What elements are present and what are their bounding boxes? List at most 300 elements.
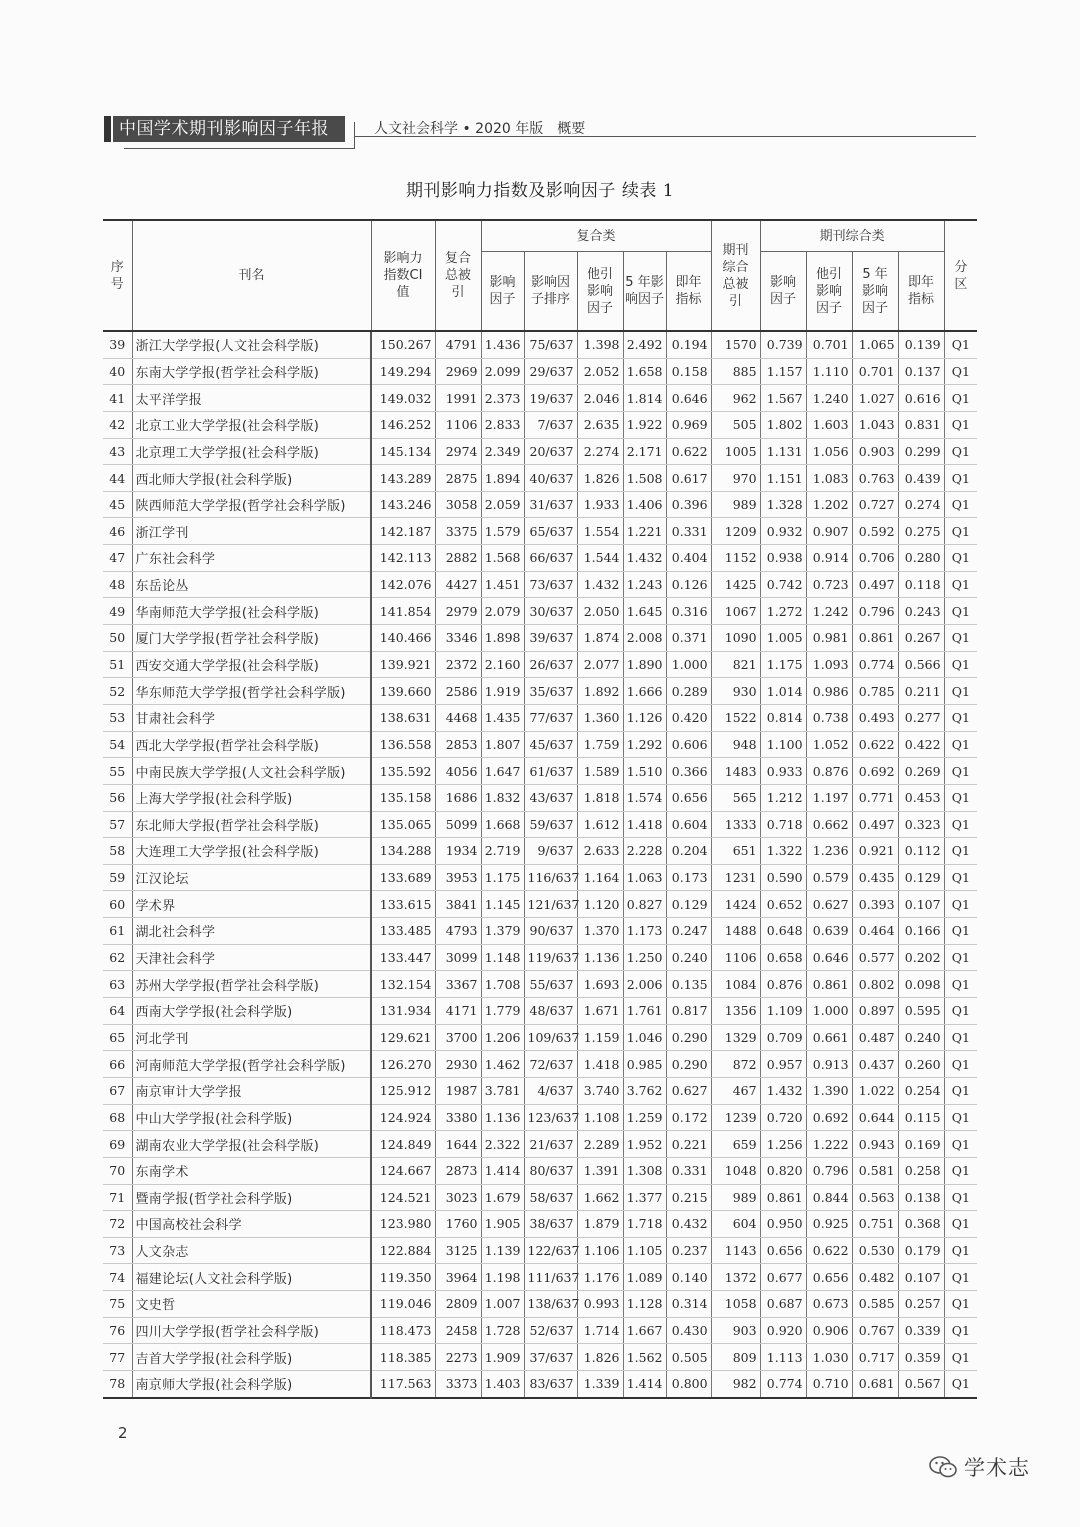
j-other-if-cell: 0.925	[806, 1211, 852, 1238]
if-rank-cell: 48/637	[524, 998, 577, 1025]
zone-cell: Q1	[944, 1291, 977, 1318]
j-impact-factor-cell: 0.652	[760, 891, 806, 918]
immediacy-cell: 0.627	[666, 1077, 711, 1104]
if-rank-cell: 35/637	[524, 678, 577, 705]
if5-cell: 2.008	[623, 625, 666, 652]
j-impact-factor-cell: 0.876	[760, 971, 806, 998]
other-if-cell: 1.589	[577, 758, 623, 785]
impact-factor-cell: 1.894	[481, 465, 524, 492]
ci-value-cell: 133.447	[371, 944, 435, 971]
journal-name-cell: 文史哲	[132, 1291, 371, 1318]
total-cites-cell: 3373	[435, 1370, 481, 1397]
if5-cell: 1.377	[623, 1184, 666, 1211]
journal-name-cell: 东南大学学报(哲学社会科学版)	[132, 358, 371, 385]
journal-total-cites-cell: 1239	[711, 1104, 760, 1131]
j-if5-cell: 0.802	[852, 971, 898, 998]
zone-cell: Q1	[944, 491, 977, 518]
immediacy-cell: 0.331	[666, 518, 711, 545]
zone-cell: Q1	[944, 1264, 977, 1291]
if-rank-cell: 72/637	[524, 1051, 577, 1078]
journal-total-cites-cell: 1372	[711, 1264, 760, 1291]
immediacy-cell: 0.366	[666, 758, 711, 785]
journal-name-cell: 大连理工大学学报(社会科学版)	[132, 838, 371, 865]
immediacy-cell: 0.404	[666, 545, 711, 572]
if-rank-cell: 39/637	[524, 625, 577, 652]
j-impact-factor-cell: 1.175	[760, 651, 806, 678]
if-rank-cell: 52/637	[524, 1317, 577, 1344]
zone-cell: Q1	[944, 944, 977, 971]
j-impact-factor-cell: 1.109	[760, 998, 806, 1025]
table-body	[103, 331, 977, 1398]
seq-cell: 71	[103, 1184, 132, 1211]
total-cites-cell: 3375	[435, 518, 481, 545]
zone-cell: Q1	[944, 784, 977, 811]
if5-cell: 1.126	[623, 704, 666, 731]
seq-cell: 42	[103, 411, 132, 438]
j-if5-cell: 0.701	[852, 358, 898, 385]
header-j-other-if: 他引影响因子	[806, 252, 852, 332]
j-immediacy-cell: 0.139	[898, 331, 944, 358]
table-row	[103, 518, 977, 545]
j-immediacy-cell: 0.137	[898, 358, 944, 385]
other-if-cell: 1.159	[577, 1024, 623, 1051]
zone-cell: Q1	[944, 358, 977, 385]
seq-cell: 73	[103, 1237, 132, 1264]
journal-total-cites-cell: 1090	[711, 625, 760, 652]
j-if5-cell: 0.861	[852, 625, 898, 652]
ci-value-cell: 136.558	[371, 731, 435, 758]
other-if-cell: 1.432	[577, 571, 623, 598]
j-if5-cell: 0.530	[852, 1237, 898, 1264]
table-row	[103, 1024, 977, 1051]
total-cites-cell: 1760	[435, 1211, 481, 1238]
immediacy-cell: 0.646	[666, 385, 711, 412]
impact-factor-cell: 2.160	[481, 651, 524, 678]
j-if5-cell: 0.943	[852, 1131, 898, 1158]
journal-total-cites-cell: 1209	[711, 518, 760, 545]
immediacy-cell: 0.290	[666, 1024, 711, 1051]
journal-name-cell: 湖北社会科学	[132, 918, 371, 945]
j-immediacy-cell: 0.299	[898, 438, 944, 465]
j-other-if-cell: 1.603	[806, 411, 852, 438]
zone-cell: Q1	[944, 1184, 977, 1211]
j-other-if-cell: 1.056	[806, 438, 852, 465]
j-immediacy-cell: 0.258	[898, 1157, 944, 1184]
j-impact-factor-cell: 0.658	[760, 944, 806, 971]
seq-cell: 54	[103, 731, 132, 758]
total-cites-cell: 2974	[435, 438, 481, 465]
zone-cell: Q1	[944, 1131, 977, 1158]
j-other-if-cell: 0.710	[806, 1370, 852, 1397]
total-cites-cell: 3841	[435, 891, 481, 918]
ci-value-cell: 129.621	[371, 1024, 435, 1051]
table-row	[103, 625, 977, 652]
j-impact-factor-cell: 0.938	[760, 545, 806, 572]
impact-factor-cell: 1.832	[481, 784, 524, 811]
j-impact-factor-cell: 0.933	[760, 758, 806, 785]
if5-cell: 1.574	[623, 784, 666, 811]
table-row	[103, 438, 977, 465]
impact-factor-cell: 1.379	[481, 918, 524, 945]
ci-value-cell: 140.466	[371, 625, 435, 652]
total-cites-cell: 5099	[435, 811, 481, 838]
journal-name-cell: 湖南农业大学学报(社会科学版)	[132, 1131, 371, 1158]
immediacy-cell: 0.314	[666, 1291, 711, 1318]
j-impact-factor-cell: 0.820	[760, 1157, 806, 1184]
j-if5-cell: 0.706	[852, 545, 898, 572]
j-impact-factor-cell: 0.720	[760, 1104, 806, 1131]
journal-name-cell: 学术界	[132, 891, 371, 918]
zone-cell: Q1	[944, 1051, 977, 1078]
immediacy-cell: 0.173	[666, 864, 711, 891]
table-row	[103, 1291, 977, 1318]
seq-cell: 52	[103, 678, 132, 705]
total-cites-cell: 2458	[435, 1317, 481, 1344]
if5-cell: 1.432	[623, 545, 666, 572]
seq-cell: 56	[103, 784, 132, 811]
other-if-cell: 2.046	[577, 385, 623, 412]
table-row	[103, 838, 977, 865]
journal-name-cell: 甘肃社会科学	[132, 704, 371, 731]
header-seq: 序号	[103, 220, 132, 331]
immediacy-cell: 0.371	[666, 625, 711, 652]
j-other-if-cell: 1.197	[806, 784, 852, 811]
j-immediacy-cell: 0.368	[898, 1211, 944, 1238]
total-cites-cell: 4171	[435, 998, 481, 1025]
total-cites-cell: 2372	[435, 651, 481, 678]
if5-cell: 3.762	[623, 1077, 666, 1104]
j-impact-factor-cell: 1.212	[760, 784, 806, 811]
if5-cell: 1.645	[623, 598, 666, 625]
j-immediacy-cell: 0.567	[898, 1370, 944, 1397]
zone-cell: Q1	[944, 598, 977, 625]
table-row	[103, 998, 977, 1025]
seq-cell: 59	[103, 864, 132, 891]
total-cites-cell: 1934	[435, 838, 481, 865]
journal-name-cell: 河南师范大学学报(哲学社会科学版)	[132, 1051, 371, 1078]
total-cites-cell: 1686	[435, 784, 481, 811]
impact-factor-cell: 1.647	[481, 758, 524, 785]
total-cites-cell: 3058	[435, 491, 481, 518]
j-impact-factor-cell: 1.322	[760, 838, 806, 865]
table-row	[103, 491, 977, 518]
j-other-if-cell: 0.981	[806, 625, 852, 652]
if-rank-cell: 61/637	[524, 758, 577, 785]
j-other-if-cell: 0.906	[806, 1317, 852, 1344]
total-cites-cell: 3125	[435, 1237, 481, 1264]
j-if5-cell: 0.577	[852, 944, 898, 971]
table-caption: 期刊影响力指数及影响因子 续表 1	[405, 181, 675, 201]
book-subtitle: 人文社会科学 • 2020 年版 概要	[374, 121, 586, 137]
ci-value-cell: 125.912	[371, 1077, 435, 1104]
immediacy-cell: 0.800	[666, 1370, 711, 1397]
table-row	[103, 1317, 977, 1344]
table-row	[103, 358, 977, 385]
j-other-if-cell: 0.656	[806, 1264, 852, 1291]
j-other-if-cell: 1.390	[806, 1077, 852, 1104]
j-impact-factor-cell: 0.656	[760, 1237, 806, 1264]
if5-cell: 1.418	[623, 811, 666, 838]
j-immediacy-cell: 0.166	[898, 918, 944, 945]
j-impact-factor-cell: 0.920	[760, 1317, 806, 1344]
other-if-cell: 1.693	[577, 971, 623, 998]
impact-factor-cell: 1.898	[481, 625, 524, 652]
j-if5-cell: 0.592	[852, 518, 898, 545]
zone-cell: Q1	[944, 1370, 977, 1397]
j-if5-cell: 0.581	[852, 1157, 898, 1184]
total-cites-cell: 3964	[435, 1264, 481, 1291]
impact-factor-cell: 2.833	[481, 411, 524, 438]
other-if-cell: 1.164	[577, 864, 623, 891]
journal-total-cites-cell: 809	[711, 1344, 760, 1371]
j-immediacy-cell: 0.275	[898, 518, 944, 545]
j-other-if-cell: 1.236	[806, 838, 852, 865]
if-rank-cell: 30/637	[524, 598, 577, 625]
journal-name-cell: 西北大学学报(哲学社会科学版)	[132, 731, 371, 758]
immediacy-cell: 0.396	[666, 491, 711, 518]
immediacy-cell: 0.331	[666, 1157, 711, 1184]
other-if-cell: 2.289	[577, 1131, 623, 1158]
other-if-cell: 1.120	[577, 891, 623, 918]
journal-total-cites-cell: 1329	[711, 1024, 760, 1051]
ci-value-cell: 133.485	[371, 918, 435, 945]
impact-factor-cell: 2.349	[481, 438, 524, 465]
wechat-icon	[928, 1454, 958, 1480]
table-row	[103, 411, 977, 438]
j-immediacy-cell: 0.138	[898, 1184, 944, 1211]
seq-cell: 76	[103, 1317, 132, 1344]
if-rank-cell: 123/637	[524, 1104, 577, 1131]
if5-cell: 1.814	[623, 385, 666, 412]
j-impact-factor-cell: 1.100	[760, 731, 806, 758]
j-other-if-cell: 1.083	[806, 465, 852, 492]
if-rank-cell: 66/637	[524, 545, 577, 572]
ci-value-cell: 126.270	[371, 1051, 435, 1078]
zone-cell: Q1	[944, 411, 977, 438]
immediacy-cell: 0.140	[666, 1264, 711, 1291]
journal-name-cell: 北京工业大学学报(社会科学版)	[132, 411, 371, 438]
zone-cell: Q1	[944, 625, 977, 652]
j-impact-factor-cell: 0.718	[760, 811, 806, 838]
j-if5-cell: 1.022	[852, 1077, 898, 1104]
other-if-cell: 2.274	[577, 438, 623, 465]
if-rank-cell: 75/637	[524, 331, 577, 358]
j-other-if-cell: 0.579	[806, 864, 852, 891]
total-cites-cell: 2809	[435, 1291, 481, 1318]
seq-cell: 45	[103, 491, 132, 518]
other-if-cell: 1.826	[577, 465, 623, 492]
j-other-if-cell: 0.986	[806, 678, 852, 705]
j-if5-cell: 0.727	[852, 491, 898, 518]
seq-cell: 53	[103, 704, 132, 731]
total-cites-cell: 3023	[435, 1184, 481, 1211]
immediacy-cell: 0.129	[666, 891, 711, 918]
j-impact-factor-cell: 1.005	[760, 625, 806, 652]
ci-value-cell: 146.252	[371, 411, 435, 438]
j-impact-factor-cell: 0.950	[760, 1211, 806, 1238]
other-if-cell: 1.418	[577, 1051, 623, 1078]
table-row	[103, 1051, 977, 1078]
total-cites-cell: 4793	[435, 918, 481, 945]
j-immediacy-cell: 0.359	[898, 1344, 944, 1371]
seq-cell: 64	[103, 998, 132, 1025]
book-title: 中国学术期刊影响因子年报	[113, 116, 345, 142]
j-if5-cell: 0.497	[852, 571, 898, 598]
immediacy-cell: 0.221	[666, 1131, 711, 1158]
j-impact-factor-cell: 0.677	[760, 1264, 806, 1291]
if5-cell: 1.718	[623, 1211, 666, 1238]
j-immediacy-cell: 0.240	[898, 1024, 944, 1051]
table-row	[103, 1264, 977, 1291]
impact-factor-cell: 1.668	[481, 811, 524, 838]
journal-name-cell: 东岳论丛	[132, 571, 371, 598]
impact-factor-cell: 1.145	[481, 891, 524, 918]
table-row	[103, 811, 977, 838]
journal-name-cell: 北京理工大学学报(社会科学版)	[132, 438, 371, 465]
journal-total-cites-cell: 1356	[711, 998, 760, 1025]
table-row	[103, 651, 977, 678]
header-bar	[104, 116, 111, 142]
zone-cell: Q1	[944, 1077, 977, 1104]
ci-value-cell: 122.884	[371, 1237, 435, 1264]
j-impact-factor-cell: 0.739	[760, 331, 806, 358]
ci-value-cell: 119.046	[371, 1291, 435, 1318]
if-rank-cell: 4/637	[524, 1077, 577, 1104]
ci-value-cell: 119.350	[371, 1264, 435, 1291]
journal-total-cites-cell: 651	[711, 838, 760, 865]
total-cites-cell: 2882	[435, 545, 481, 572]
j-other-if-cell: 0.844	[806, 1184, 852, 1211]
immediacy-cell: 0.194	[666, 331, 711, 358]
journal-name-cell: 浙江大学学报(人文社会科学版)	[132, 331, 371, 358]
j-immediacy-cell: 0.129	[898, 864, 944, 891]
impact-factor-cell: 1.568	[481, 545, 524, 572]
j-if5-cell: 0.644	[852, 1104, 898, 1131]
other-if-cell: 1.612	[577, 811, 623, 838]
j-immediacy-cell: 0.118	[898, 571, 944, 598]
j-immediacy-cell: 0.453	[898, 784, 944, 811]
other-if-cell: 1.671	[577, 998, 623, 1025]
if5-cell: 1.406	[623, 491, 666, 518]
j-impact-factor-cell: 0.861	[760, 1184, 806, 1211]
total-cites-cell: 2979	[435, 598, 481, 625]
journal-name-cell: 东南学术	[132, 1157, 371, 1184]
if-rank-cell: 26/637	[524, 651, 577, 678]
if5-cell: 2.228	[623, 838, 666, 865]
j-if5-cell: 0.771	[852, 784, 898, 811]
header-group-composite: 复合类	[481, 220, 711, 252]
total-cites-cell: 3953	[435, 864, 481, 891]
journal-total-cites-cell: 659	[711, 1131, 760, 1158]
seq-cell: 46	[103, 518, 132, 545]
journal-total-cites-cell: 989	[711, 491, 760, 518]
j-immediacy-cell: 0.616	[898, 385, 944, 412]
if-rank-cell: 83/637	[524, 1370, 577, 1397]
seq-cell: 61	[103, 918, 132, 945]
if5-cell: 1.250	[623, 944, 666, 971]
if5-cell: 1.063	[623, 864, 666, 891]
table-row	[103, 1237, 977, 1264]
impact-factor-cell: 1.139	[481, 1237, 524, 1264]
header-total-cites: 复合总被引	[435, 220, 481, 331]
header-name: 刊名	[132, 220, 371, 331]
j-impact-factor-cell: 1.256	[760, 1131, 806, 1158]
j-if5-cell: 0.497	[852, 811, 898, 838]
zone-cell: Q1	[944, 1237, 977, 1264]
j-immediacy-cell: 0.280	[898, 545, 944, 572]
seq-cell: 39	[103, 331, 132, 358]
zone-cell: Q1	[944, 438, 977, 465]
other-if-cell: 1.106	[577, 1237, 623, 1264]
if5-cell: 1.890	[623, 651, 666, 678]
zone-cell: Q1	[944, 651, 977, 678]
journal-name-cell: 江汉论坛	[132, 864, 371, 891]
journal-total-cites-cell: 930	[711, 678, 760, 705]
page-number: 2	[118, 1424, 128, 1442]
seq-cell: 66	[103, 1051, 132, 1078]
if-rank-cell: 29/637	[524, 358, 577, 385]
if5-cell: 2.171	[623, 438, 666, 465]
if-rank-cell: 111/637	[524, 1264, 577, 1291]
journal-total-cites-cell: 1333	[711, 811, 760, 838]
zone-cell: Q1	[944, 838, 977, 865]
ci-value-cell: 149.294	[371, 358, 435, 385]
j-other-if-cell: 0.627	[806, 891, 852, 918]
if-rank-cell: 121/637	[524, 891, 577, 918]
j-if5-cell: 0.622	[852, 731, 898, 758]
if5-cell: 1.414	[623, 1370, 666, 1397]
j-immediacy-cell: 0.254	[898, 1077, 944, 1104]
if5-cell: 1.308	[623, 1157, 666, 1184]
j-other-if-cell: 0.639	[806, 918, 852, 945]
ci-value-cell: 135.065	[371, 811, 435, 838]
zone-cell: Q1	[944, 1104, 977, 1131]
total-cites-cell: 1987	[435, 1077, 481, 1104]
journal-name-cell: 苏州大学学报(哲学社会科学版)	[132, 971, 371, 998]
zone-cell: Q1	[944, 1211, 977, 1238]
seq-cell: 55	[103, 758, 132, 785]
total-cites-cell: 2273	[435, 1344, 481, 1371]
seq-cell: 51	[103, 651, 132, 678]
j-immediacy-cell: 0.274	[898, 491, 944, 518]
j-impact-factor-cell: 1.432	[760, 1077, 806, 1104]
other-if-cell: 1.391	[577, 1157, 623, 1184]
immediacy-cell: 0.247	[666, 918, 711, 945]
j-if5-cell: 0.692	[852, 758, 898, 785]
ci-value-cell: 142.113	[371, 545, 435, 572]
seq-cell: 70	[103, 1157, 132, 1184]
other-if-cell: 2.633	[577, 838, 623, 865]
table-row	[103, 758, 977, 785]
table-row	[103, 784, 977, 811]
seq-cell: 58	[103, 838, 132, 865]
j-if5-cell: 1.065	[852, 331, 898, 358]
if-rank-cell: 65/637	[524, 518, 577, 545]
j-if5-cell: 0.681	[852, 1370, 898, 1397]
if-rank-cell: 58/637	[524, 1184, 577, 1211]
j-immediacy-cell: 0.269	[898, 758, 944, 785]
table-row	[103, 571, 977, 598]
table-row	[103, 1077, 977, 1104]
if5-cell: 1.046	[623, 1024, 666, 1051]
j-other-if-cell: 1.242	[806, 598, 852, 625]
journal-total-cites-cell: 903	[711, 1317, 760, 1344]
zone-cell: Q1	[944, 385, 977, 412]
j-other-if-cell: 0.861	[806, 971, 852, 998]
journal-total-cites-cell: 948	[711, 731, 760, 758]
if5-cell: 2.492	[623, 331, 666, 358]
total-cites-cell: 2969	[435, 358, 481, 385]
